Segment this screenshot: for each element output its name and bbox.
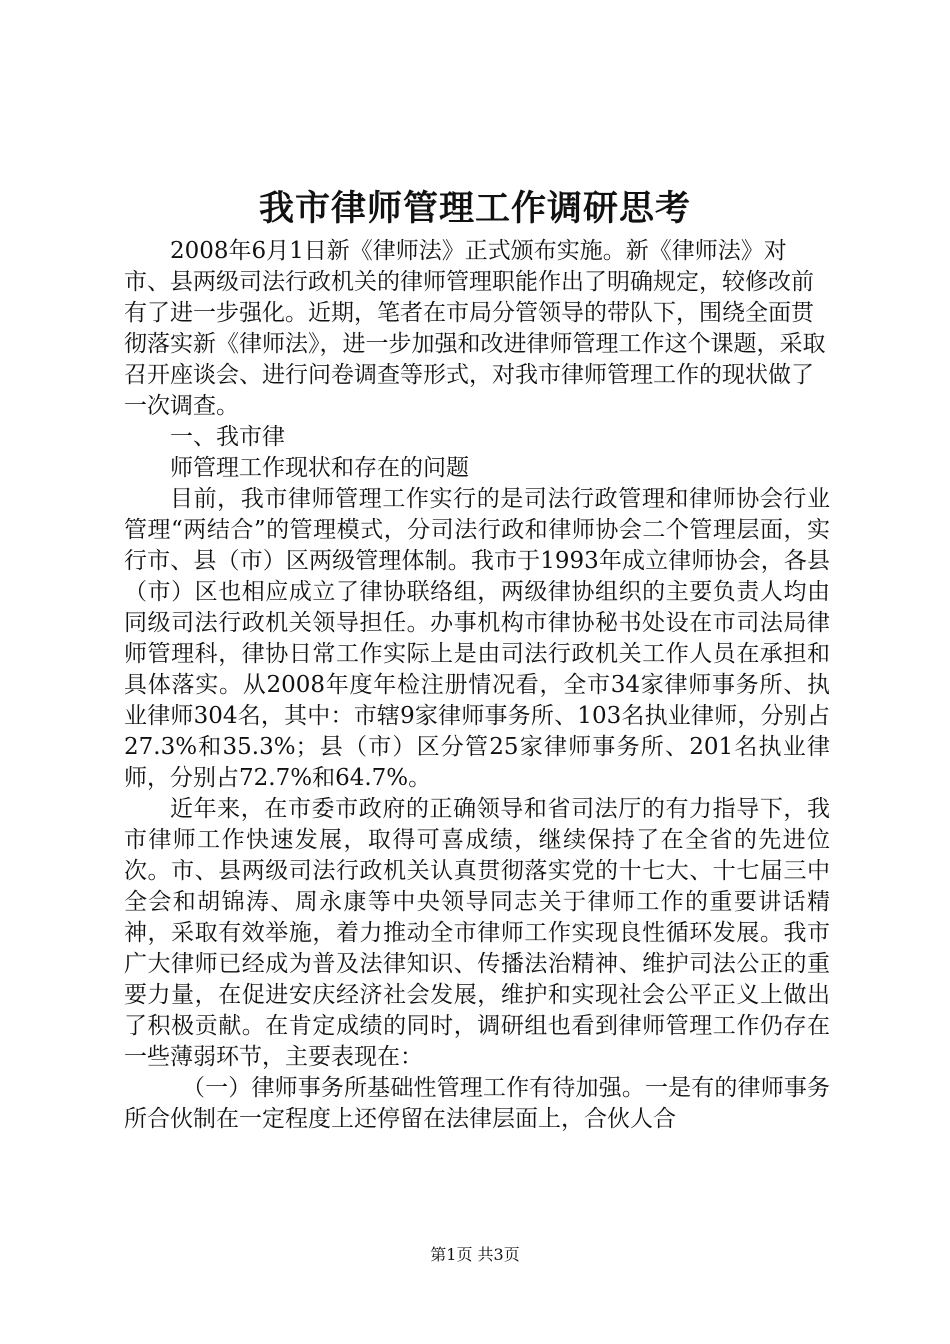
status-paragraph: 目前，我市律师管理工作实行的是司法行政管理和律师协会行业管理“两结合”的管理模式，分司法行政和律师协会二个管理层面，实行市、县（市）区两级管理体制。我市于1993年成立律师协会，各县（市）区也相应成立了律协联络组，两级律协组织的主要负责人均由同级司法行政机关领导担任。办事机构市律协秘书处设在市司法局律师管理科，律协日常工作实际上是由司法行政机关工作人员在承担和具体落实。从2008年度年检注册情况看，全市34家律师事务所、执业律师304名，其中：市辖9家律师事务所、103名执业律师，分别占27.3%和35.3%；县（市）区分管25家律师事务所、201名执业律师，分别占72.7%和64.7%。 — [124, 486, 830, 791]
page-number: 第1页 共3页 — [430, 1245, 520, 1264]
page-title: 我市律师管理工作调研思考 — [258, 188, 691, 229]
section-heading-part-2: 师管理工作现状和存在的问题 — [170, 455, 469, 481]
document-body — [124, 236, 830, 1135]
subsection-paragraph: （一）律师事务所基础性管理工作有待加强。一是有的律师事务所合伙制在一定程度上还停留在法律层面上，合伙人合 — [124, 1075, 830, 1132]
intro-paragraph: 2008年6月1日新《律师法》正式颁布实施。新《律师法》对市、县两级司法行政机关的律师管理职能作出了明确规定，较修改前有了进一步强化。近期，笔者在市局分管领导的带队下，围绕全面贯彻落实新《律师法》，进一步加强和改进律师管理工作这个课题，采取召开座谈会、进行问卷调查等形式，对我市律师管理工作的现状做了一次调查。 — [124, 238, 826, 419]
achievements-paragraph: 近年来，在市委市政府的正确领导和省司法厅的有力指导下，我市律师工作快速发展，取得可喜成绩，继续保持了在全省的先进位次。市、县两级司法行政机关认真贯彻落实党的十七大、十七届三中全会和胡锦涛、周永康等中央领导同志关于律师工作的重要讲话精神，采取有效举施，着力推动全市律师工作实现良性循环发展。我市广大律师已经成为普及法律知识、传播法治精神、维护司法公正的重要力量，在促进安庆经济社会发展，维护和实现社会公平正义上做出了积极贡献。在肯定成绩的同时，调研组也看到律师管理工作仍存在一些薄弱环节，主要表现在： — [124, 796, 830, 1070]
section-heading-part-1: 一、我市律 — [170, 424, 285, 450]
